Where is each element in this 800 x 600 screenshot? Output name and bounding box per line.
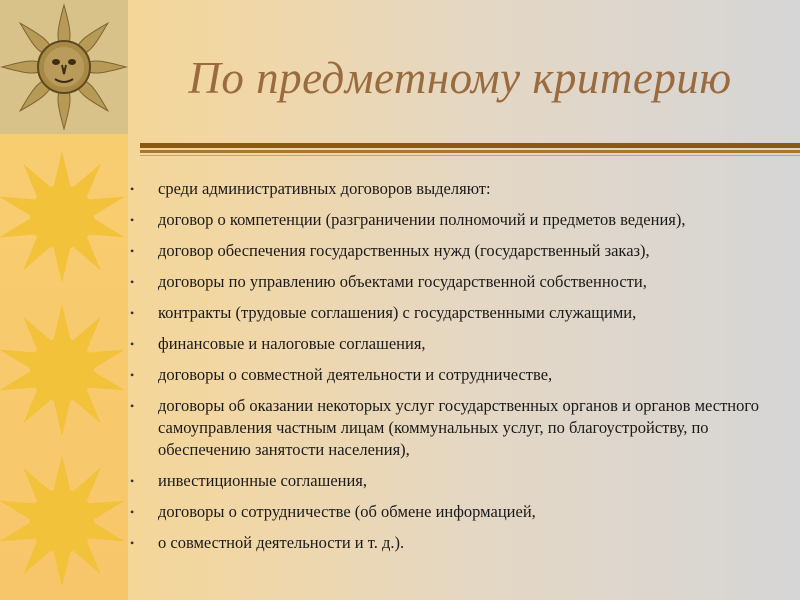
list-item: [130, 501, 790, 523]
bullet-icon: •: [130, 182, 135, 196]
list-item-text: договоры о сотрудничестве (об обмене информацией,: [158, 502, 536, 521]
sun-face-icon: [0, 0, 128, 134]
list-item-text: договор обеспечения государственных нужд (государственный заказ),: [158, 241, 650, 260]
list-item: [130, 178, 790, 200]
sun-icon: [0, 295, 128, 445]
bullet-icon: •: [130, 399, 135, 413]
list-item: [130, 364, 790, 386]
title-divider: [140, 143, 800, 157]
list-item-text: инвестиционные соглашения,: [158, 471, 368, 490]
list-item: [130, 395, 790, 461]
bullet-icon: •: [130, 368, 135, 382]
bullet-list: [130, 178, 790, 554]
bullet-icon: •: [130, 505, 135, 519]
list-item-text: договоры по управлению объектами государственной собственности,: [158, 272, 647, 291]
list-item: [130, 470, 790, 492]
list-item-text: договор о компетенции (разграничении полномочий и предметов ведения),: [158, 210, 686, 229]
slide-body: [130, 178, 790, 563]
bullet-icon: •: [130, 306, 135, 320]
bullet-icon: •: [130, 536, 135, 550]
sun-icon: [0, 142, 128, 292]
list-item: [130, 532, 790, 554]
list-item-text: о совместной деятельности и т. д.).: [158, 533, 405, 552]
list-item: [130, 271, 790, 293]
list-item-text: договоры об оказании некоторых услуг государственных органов и органов местного самоуправления частным лицам (коммунальных услуг, по благоустройству, по обеспечению занятости населения),: [158, 396, 759, 459]
list-item-text: финансовые и налоговые соглашения,: [158, 334, 426, 353]
list-item: [130, 333, 790, 355]
sun-face-panel: [0, 0, 128, 134]
list-item: [130, 209, 790, 231]
list-item-text: договоры о совместной деятельности и сотрудничестве,: [158, 365, 553, 384]
sun-icon: [0, 446, 128, 596]
bullet-icon: •: [130, 275, 135, 289]
list-item-text: среди административных договоров выделяют:: [158, 179, 491, 198]
bullet-icon: •: [130, 244, 135, 258]
bullet-icon: •: [130, 337, 135, 351]
bullet-icon: •: [130, 213, 135, 227]
slide-title: По предметному критерию: [188, 53, 732, 103]
bullet-icon: •: [130, 474, 135, 488]
list-item: [130, 302, 790, 324]
list-item: [130, 240, 790, 262]
list-item-text: контракты (трудовые соглашения) с государственными служащими,: [158, 303, 637, 322]
